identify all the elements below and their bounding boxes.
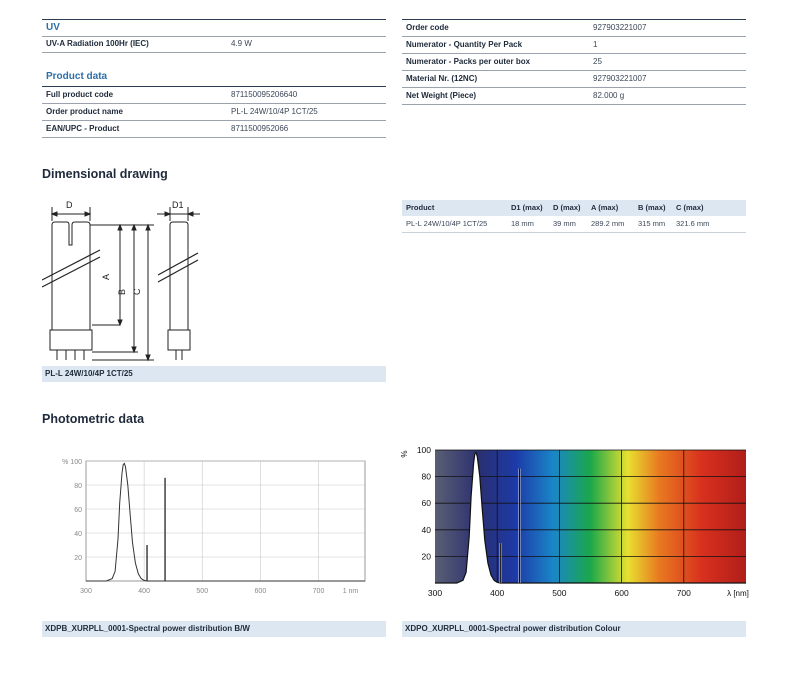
- dimensional-drawing-title: Dimensional drawing: [42, 167, 168, 181]
- uv-section-header: [42, 19, 386, 37]
- uv-title: UV: [46, 22, 60, 33]
- uv-table: [42, 36, 386, 53]
- row-value: PL-L 24W/10/4P 1CT/25: [231, 107, 318, 116]
- y-tick-label: 60: [74, 507, 82, 514]
- x-tick-label: 400: [490, 588, 505, 598]
- chart-frame: [86, 461, 365, 581]
- row-label: Net Weight (Piece): [406, 91, 477, 100]
- dimension-table-header: [402, 200, 746, 216]
- product-data-table: [42, 86, 386, 138]
- x-tick-label: 1 nm: [342, 588, 359, 595]
- row-value: 1: [593, 40, 598, 49]
- table-row: [402, 37, 746, 54]
- x-tick-label: 300: [80, 588, 92, 595]
- col-header-product: Product: [406, 203, 435, 212]
- table-row: [42, 36, 386, 53]
- colour-chart-caption-text: XDPO_XURPLL_0001-Spectral power distribution Colour: [405, 624, 621, 633]
- table-row: [402, 20, 746, 37]
- row-label: Order product name: [46, 107, 123, 116]
- x-tick-label: 500: [196, 588, 209, 595]
- dim-label-b: B: [117, 288, 127, 295]
- bw-chart-caption-text: XDPB_XURPLL_0001-Spectral power distribution B/W: [45, 624, 250, 633]
- logistics-table: [402, 19, 746, 105]
- col-header-d1: D1 (max): [511, 203, 543, 212]
- uv-row-value: 4.9 W: [231, 39, 252, 48]
- row-value: 25: [593, 57, 602, 66]
- table-row: [402, 54, 746, 71]
- dimension-table-row: [402, 216, 746, 233]
- x-tick-label: 700: [312, 588, 325, 595]
- table-row: [42, 87, 386, 104]
- row-value: 927903221007: [593, 23, 647, 32]
- table-row: [402, 71, 746, 88]
- y-tick-label: 60: [421, 498, 431, 509]
- lamp-dimensional-drawing: [42, 195, 386, 365]
- row-label: EAN/UPC - Product: [46, 124, 120, 133]
- x-tick-label: 500: [552, 588, 567, 598]
- spectral-chart-colour: [396, 440, 752, 605]
- y-tick-label: 40: [74, 531, 82, 538]
- cell-a: 289.2 mm: [591, 219, 625, 228]
- y-tick-label: 20: [74, 555, 82, 562]
- dim-label-c: C: [132, 288, 142, 295]
- dim-label-a: A: [101, 273, 111, 280]
- col-header-c: C (max): [676, 203, 704, 212]
- product-data-title: Product data: [46, 71, 108, 82]
- col-header-d: D (max): [553, 203, 581, 212]
- photometric-data-title: Photometric data: [42, 412, 145, 426]
- dim-label-d1: D1: [172, 200, 184, 210]
- table-row: [402, 88, 746, 105]
- col-header-b: B (max): [638, 203, 666, 212]
- x-tick-label: 700: [676, 588, 691, 598]
- cell-d: 39 mm: [553, 219, 576, 228]
- y-tick-label: 20: [421, 551, 431, 562]
- cell-b: 315 mm: [638, 219, 666, 228]
- row-label: Full product code: [46, 90, 114, 99]
- y-tick-label: 100: [416, 445, 431, 455]
- y-tick-label: 40: [421, 524, 431, 535]
- row-label: Material Nr. (12NC): [406, 74, 478, 83]
- drawing-caption: [42, 366, 386, 382]
- row-label: Order code: [406, 23, 449, 32]
- x-axis-label: λ [nm]: [727, 589, 749, 598]
- spectral-chart-bw: [42, 445, 386, 605]
- bw-chart-caption: [42, 621, 386, 637]
- table-row: [42, 104, 386, 121]
- row-value: 8711500952066: [231, 124, 289, 133]
- y-tick-label: 80: [421, 471, 431, 482]
- dim-label-d: D: [66, 200, 73, 210]
- y-axis-label: %: [400, 450, 409, 458]
- row-label: Numerator - Packs per outer box: [406, 57, 531, 66]
- colour-chart-caption: [402, 621, 746, 637]
- y-tick-label: 80: [74, 483, 82, 490]
- cell-d1: 18 mm: [511, 219, 534, 228]
- x-tick-label: 400: [138, 588, 150, 595]
- x-tick-label: 600: [254, 588, 267, 595]
- y-tick-label: % 100: [62, 459, 82, 466]
- col-header-a: A (max): [591, 203, 619, 212]
- table-row: [42, 121, 386, 138]
- row-value: 927903221007: [593, 74, 647, 83]
- drawing-caption-text: PL-L 24W/10/4P 1CT/25: [45, 369, 133, 378]
- row-label: Numerator - Quantity Per Pack: [406, 40, 523, 49]
- row-value: 82.000 g: [593, 91, 625, 100]
- x-tick-label: 300: [427, 588, 443, 598]
- row-value: 871150095206640: [231, 90, 298, 99]
- cell-c: 321.6 mm: [676, 219, 710, 228]
- uv-row-label: UV-A Radiation 100Hr (IEC): [46, 39, 149, 48]
- x-tick-label: 600: [614, 588, 629, 598]
- cell-product: PL-L 24W/10/4P 1CT/25: [406, 219, 488, 228]
